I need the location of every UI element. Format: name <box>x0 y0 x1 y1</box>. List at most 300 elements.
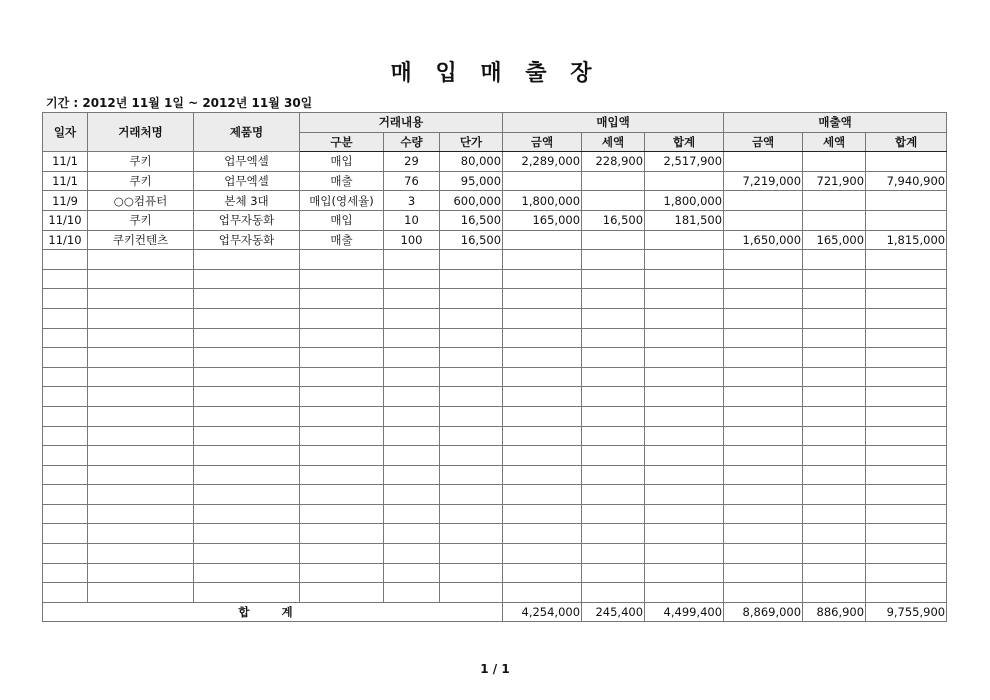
cell-sales-tax <box>803 367 866 387</box>
cell-purchase-tax <box>582 465 645 485</box>
cell-qty <box>384 250 440 270</box>
cell-qty <box>384 387 440 407</box>
cell-client <box>88 563 194 583</box>
cell-sales-amount <box>724 308 803 328</box>
cell-purchase-tax <box>582 583 645 603</box>
table-row <box>43 308 947 328</box>
cell-sales-total <box>866 250 947 270</box>
header-transaction: 거래내용 <box>300 113 503 133</box>
cell-client: 쿠키 <box>88 152 194 172</box>
cell-sales-amount <box>724 583 803 603</box>
cell-unit-price <box>440 544 503 564</box>
cell-purchase-total <box>645 524 724 544</box>
cell-sales-total <box>866 191 947 211</box>
cell-sales-total <box>866 328 947 348</box>
cell-purchase-tax <box>582 367 645 387</box>
cell-unit-price <box>440 446 503 466</box>
cell-purchase-total <box>645 426 724 446</box>
total-sales-total: 9,755,900 <box>866 602 947 622</box>
total-sales-amount: 8,869,000 <box>724 602 803 622</box>
cell-purchase-total: 1,800,000 <box>645 191 724 211</box>
cell-sales-total <box>866 426 947 446</box>
cell-purchase-amount <box>503 583 582 603</box>
cell-sales-amount <box>724 250 803 270</box>
header-sales-tax: 세액 <box>803 132 866 152</box>
cell-date <box>43 485 88 505</box>
cell-purchase-tax <box>582 171 645 191</box>
table-row <box>43 191 947 211</box>
cell-client <box>88 485 194 505</box>
cell-date <box>43 367 88 387</box>
cell-product <box>194 504 300 524</box>
cell-type <box>300 524 384 544</box>
cell-purchase-amount <box>503 171 582 191</box>
cell-purchase-amount <box>503 250 582 270</box>
cell-purchase-amount <box>503 367 582 387</box>
cell-purchase-tax <box>582 387 645 407</box>
cell-date: 11/10 <box>43 230 88 250</box>
cell-type <box>300 426 384 446</box>
cell-purchase-amount <box>503 504 582 524</box>
table-row <box>43 465 947 485</box>
cell-product <box>194 406 300 426</box>
cell-client <box>88 308 194 328</box>
table-row <box>43 563 947 583</box>
cell-sales-tax <box>803 348 866 368</box>
cell-product: 본체 3대 <box>194 191 300 211</box>
cell-qty <box>384 485 440 505</box>
cell-type <box>300 544 384 564</box>
cell-sales-amount: 1,650,000 <box>724 230 803 250</box>
cell-product <box>194 348 300 368</box>
table-row <box>43 348 947 368</box>
cell-unit-price <box>440 504 503 524</box>
cell-type <box>300 446 384 466</box>
cell-date <box>43 289 88 309</box>
cell-type: 매출 <box>300 230 384 250</box>
cell-client <box>88 504 194 524</box>
period-label: 기간 : 2012년 11월 1일 ~ 2012년 11월 30일 <box>46 96 313 110</box>
cell-purchase-amount <box>503 485 582 505</box>
cell-sales-total <box>866 504 947 524</box>
table-row <box>43 504 947 524</box>
cell-sales-amount <box>724 328 803 348</box>
cell-date <box>43 269 88 289</box>
table-row <box>43 485 947 505</box>
table-row <box>43 250 947 270</box>
cell-date: 11/1 <box>43 171 88 191</box>
header-sales-amount: 금액 <box>724 132 803 152</box>
cell-sales-tax <box>803 426 866 446</box>
cell-sales-tax <box>803 387 866 407</box>
cell-sales-tax <box>803 465 866 485</box>
table-row <box>43 544 947 564</box>
cell-client: 쿠키 <box>88 210 194 230</box>
cell-product <box>194 485 300 505</box>
cell-date <box>43 524 88 544</box>
cell-sales-total: 7,940,900 <box>866 171 947 191</box>
cell-purchase-amount <box>503 544 582 564</box>
table-row <box>43 524 947 544</box>
cell-purchase-total <box>645 308 724 328</box>
cell-purchase-tax <box>582 348 645 368</box>
cell-product <box>194 308 300 328</box>
header-purchase: 매입액 <box>503 113 724 133</box>
cell-client <box>88 426 194 446</box>
cell-purchase-tax <box>582 544 645 564</box>
ledger-table <box>42 112 947 622</box>
cell-type <box>300 406 384 426</box>
cell-product <box>194 524 300 544</box>
cell-type <box>300 308 384 328</box>
cell-date: 11/1 <box>43 152 88 172</box>
cell-sales-tax <box>803 308 866 328</box>
header-sales: 매출액 <box>724 113 947 133</box>
cell-sales-amount <box>724 348 803 368</box>
cell-purchase-total <box>645 504 724 524</box>
cell-purchase-tax <box>582 426 645 446</box>
cell-sales-amount <box>724 289 803 309</box>
cell-purchase-total <box>645 348 724 368</box>
cell-type <box>300 583 384 603</box>
cell-sales-amount <box>724 524 803 544</box>
cell-type <box>300 367 384 387</box>
cell-sales-tax <box>803 269 866 289</box>
cell-client <box>88 544 194 564</box>
cell-unit-price <box>440 524 503 544</box>
cell-purchase-total <box>645 387 724 407</box>
cell-qty <box>384 544 440 564</box>
cell-purchase-amount <box>503 230 582 250</box>
cell-client: 쿠키 <box>88 171 194 191</box>
cell-purchase-tax <box>582 191 645 211</box>
cell-sales-tax <box>803 250 866 270</box>
table-row <box>43 289 947 309</box>
cell-sales-tax <box>803 524 866 544</box>
table-row <box>43 152 947 172</box>
cell-type <box>300 348 384 368</box>
cell-purchase-tax <box>582 563 645 583</box>
cell-qty <box>384 289 440 309</box>
cell-purchase-tax <box>582 524 645 544</box>
cell-sales-tax <box>803 152 866 172</box>
cell-unit-price <box>440 308 503 328</box>
cell-purchase-amount <box>503 328 582 348</box>
cell-unit-price <box>440 426 503 446</box>
cell-client <box>88 465 194 485</box>
totals-label: 합 계 <box>43 602 503 622</box>
cell-sales-tax <box>803 289 866 309</box>
cell-product <box>194 387 300 407</box>
cell-date <box>43 387 88 407</box>
totals-row <box>43 602 947 622</box>
cell-sales-total <box>866 406 947 426</box>
header-type: 구분 <box>300 132 384 152</box>
cell-sales-tax <box>803 446 866 466</box>
cell-date <box>43 308 88 328</box>
cell-sales-tax <box>803 191 866 211</box>
cell-date <box>43 544 88 564</box>
cell-sales-amount <box>724 563 803 583</box>
document-title: 매 입 매 출 장 <box>390 61 600 86</box>
header-purchase-total: 합계 <box>645 132 724 152</box>
cell-qty: 76 <box>384 171 440 191</box>
cell-date <box>43 348 88 368</box>
cell-purchase-tax <box>582 269 645 289</box>
cell-product: 업무엑셀 <box>194 171 300 191</box>
cell-purchase-tax <box>582 485 645 505</box>
cell-product <box>194 289 300 309</box>
cell-purchase-amount <box>503 387 582 407</box>
cell-type <box>300 269 384 289</box>
cell-qty <box>384 583 440 603</box>
cell-client <box>88 269 194 289</box>
table-row <box>43 406 947 426</box>
cell-product <box>194 446 300 466</box>
cell-purchase-total <box>645 446 724 466</box>
cell-sales-tax <box>803 563 866 583</box>
cell-qty <box>384 465 440 485</box>
cell-sales-total <box>866 308 947 328</box>
table-row <box>43 171 947 191</box>
cell-unit-price <box>440 563 503 583</box>
cell-unit-price: 16,500 <box>440 210 503 230</box>
cell-date <box>43 583 88 603</box>
cell-sales-amount <box>724 387 803 407</box>
cell-client <box>88 446 194 466</box>
cell-purchase-total <box>645 563 724 583</box>
cell-sales-total <box>866 387 947 407</box>
cell-purchase-amount <box>503 465 582 485</box>
cell-date <box>43 250 88 270</box>
cell-qty <box>384 269 440 289</box>
table-row <box>43 583 947 603</box>
cell-sales-amount <box>724 269 803 289</box>
cell-purchase-amount <box>503 348 582 368</box>
cell-client <box>88 406 194 426</box>
cell-sales-tax <box>803 210 866 230</box>
cell-unit-price <box>440 387 503 407</box>
cell-purchase-total: 181,500 <box>645 210 724 230</box>
cell-unit-price <box>440 367 503 387</box>
cell-sales-amount <box>724 406 803 426</box>
cell-purchase-amount <box>503 308 582 328</box>
cell-sales-tax: 721,900 <box>803 171 866 191</box>
cell-sales-tax <box>803 328 866 348</box>
header-product: 제품명 <box>194 113 300 152</box>
cell-unit-price <box>440 289 503 309</box>
cell-purchase-total <box>645 465 724 485</box>
cell-date: 11/9 <box>43 191 88 211</box>
cell-client <box>88 524 194 544</box>
cell-type <box>300 289 384 309</box>
cell-type <box>300 504 384 524</box>
cell-qty <box>384 367 440 387</box>
cell-purchase-amount: 165,000 <box>503 210 582 230</box>
cell-type: 매출 <box>300 171 384 191</box>
cell-purchase-tax <box>582 328 645 348</box>
cell-type <box>300 387 384 407</box>
cell-purchase-total <box>645 328 724 348</box>
cell-purchase-tax <box>582 230 645 250</box>
cell-date <box>43 504 88 524</box>
cell-sales-tax <box>803 485 866 505</box>
cell-qty: 10 <box>384 210 440 230</box>
header-sales-total: 합계 <box>866 132 947 152</box>
cell-type <box>300 328 384 348</box>
cell-purchase-total <box>645 485 724 505</box>
header-qty: 수량 <box>384 132 440 152</box>
table-row <box>43 426 947 446</box>
cell-sales-tax <box>803 504 866 524</box>
cell-sales-total <box>866 446 947 466</box>
cell-sales-total <box>866 563 947 583</box>
cell-sales-tax <box>803 544 866 564</box>
cell-unit-price <box>440 485 503 505</box>
cell-purchase-tax <box>582 289 645 309</box>
cell-purchase-total <box>645 583 724 603</box>
cell-purchase-total <box>645 269 724 289</box>
cell-product <box>194 426 300 446</box>
cell-sales-tax <box>803 583 866 603</box>
cell-product: 업무자동화 <box>194 210 300 230</box>
cell-client <box>88 328 194 348</box>
total-purchase-total: 4,499,400 <box>645 602 724 622</box>
cell-sales-amount: 7,219,000 <box>724 171 803 191</box>
cell-sales-total <box>866 367 947 387</box>
cell-unit-price: 600,000 <box>440 191 503 211</box>
cell-purchase-total <box>645 289 724 309</box>
cell-purchase-total <box>645 367 724 387</box>
cell-purchase-total <box>645 544 724 564</box>
cell-sales-tax: 165,000 <box>803 230 866 250</box>
header-purchase-amount: 금액 <box>503 132 582 152</box>
cell-unit-price: 80,000 <box>440 152 503 172</box>
ledger-body <box>43 152 947 603</box>
cell-purchase-tax <box>582 406 645 426</box>
cell-product <box>194 583 300 603</box>
cell-product: 업무자동화 <box>194 230 300 250</box>
cell-sales-amount <box>724 485 803 505</box>
cell-qty <box>384 504 440 524</box>
cell-client <box>88 250 194 270</box>
table-row <box>43 269 947 289</box>
cell-product <box>194 250 300 270</box>
cell-date <box>43 328 88 348</box>
cell-product <box>194 544 300 564</box>
cell-sales-total <box>866 289 947 309</box>
cell-client <box>88 583 194 603</box>
cell-purchase-tax: 16,500 <box>582 210 645 230</box>
cell-qty <box>384 446 440 466</box>
cell-sales-amount <box>724 191 803 211</box>
cell-purchase-tax <box>582 308 645 328</box>
cell-unit-price <box>440 269 503 289</box>
cell-date <box>43 465 88 485</box>
cell-product <box>194 269 300 289</box>
cell-unit-price <box>440 465 503 485</box>
cell-qty <box>384 524 440 544</box>
cell-product <box>194 328 300 348</box>
header-date: 일자 <box>43 113 88 152</box>
cell-unit-price <box>440 250 503 270</box>
total-sales-tax: 886,900 <box>803 602 866 622</box>
cell-sales-tax <box>803 406 866 426</box>
cell-sales-total <box>866 152 947 172</box>
cell-unit-price <box>440 348 503 368</box>
cell-type <box>300 563 384 583</box>
cell-date <box>43 426 88 446</box>
cell-sales-amount <box>724 152 803 172</box>
cell-unit-price <box>440 328 503 348</box>
cell-sales-amount <box>724 504 803 524</box>
table-row <box>43 446 947 466</box>
cell-sales-amount <box>724 465 803 485</box>
cell-sales-amount <box>724 210 803 230</box>
cell-product <box>194 465 300 485</box>
table-row <box>43 230 947 250</box>
cell-date <box>43 563 88 583</box>
header-client: 거래처명 <box>88 113 194 152</box>
cell-purchase-tax <box>582 250 645 270</box>
cell-client: 쿠키컨텐츠 <box>88 230 194 250</box>
cell-purchase-amount <box>503 563 582 583</box>
cell-purchase-amount <box>503 426 582 446</box>
cell-sales-total <box>866 348 947 368</box>
cell-date <box>43 446 88 466</box>
cell-sales-amount <box>724 446 803 466</box>
cell-purchase-total <box>645 250 724 270</box>
cell-type: 매입 <box>300 152 384 172</box>
cell-qty: 29 <box>384 152 440 172</box>
table-row <box>43 328 947 348</box>
cell-purchase-amount: 2,289,000 <box>503 152 582 172</box>
table-row <box>43 367 947 387</box>
cell-client <box>88 348 194 368</box>
cell-purchase-amount <box>503 446 582 466</box>
cell-sales-total <box>866 269 947 289</box>
header-unit-price: 단가 <box>440 132 503 152</box>
cell-purchase-amount <box>503 524 582 544</box>
cell-client: ○○컴퓨터 <box>88 191 194 211</box>
cell-sales-amount <box>724 367 803 387</box>
cell-sales-total: 1,815,000 <box>866 230 947 250</box>
cell-qty: 100 <box>384 230 440 250</box>
cell-sales-amount <box>724 544 803 564</box>
cell-product <box>194 563 300 583</box>
cell-date: 11/10 <box>43 210 88 230</box>
cell-date <box>43 406 88 426</box>
cell-purchase-tax <box>582 446 645 466</box>
table-row <box>43 387 947 407</box>
table-row <box>43 210 947 230</box>
cell-product <box>194 367 300 387</box>
cell-sales-amount <box>724 426 803 446</box>
cell-qty <box>384 348 440 368</box>
cell-unit-price <box>440 583 503 603</box>
cell-qty <box>384 426 440 446</box>
cell-purchase-tax: 228,900 <box>582 152 645 172</box>
cell-purchase-amount <box>503 406 582 426</box>
cell-qty <box>384 328 440 348</box>
cell-purchase-amount: 1,800,000 <box>503 191 582 211</box>
cell-qty <box>384 563 440 583</box>
cell-client <box>88 367 194 387</box>
cell-type <box>300 465 384 485</box>
cell-qty: 3 <box>384 191 440 211</box>
cell-sales-total <box>866 583 947 603</box>
total-purchase-amount: 4,254,000 <box>503 602 582 622</box>
